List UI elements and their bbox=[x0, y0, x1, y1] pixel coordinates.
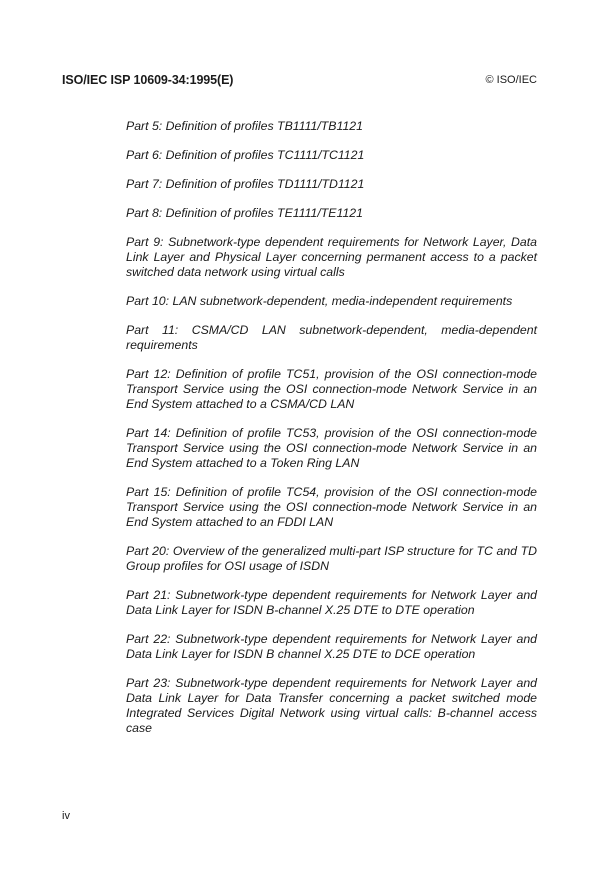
part-entry: Part 8: Definition of profiles TE1111/TE1121 bbox=[126, 206, 363, 220]
page-header bbox=[62, 73, 537, 89]
part-entry: Part 22: Subnetwork-type dependent requirements for Network Layer and Data Link Layer for ISDN B channel X.25 DTE to DCE operation bbox=[126, 632, 537, 661]
parts-list bbox=[126, 119, 537, 750]
part-entry: Part 10: LAN subnetwork-dependent, media-independent requirements bbox=[126, 294, 513, 308]
part-entry: Part 9: Subnetwork-type dependent requirements for Network Layer, Data Link Layer and Physical Layer concerning permanent access to a packet switched data network using virtual calls bbox=[126, 235, 537, 279]
part-entry: Part 6: Definition of profiles TC1111/TC1121 bbox=[126, 148, 365, 162]
part-entry: Part 14: Definition of profile TC53, provision of the OSI connection-mode Transport Service using the OSI connection-mode Network Service in an End System attached to a Token Ring LAN bbox=[126, 426, 537, 470]
part-entry: Part 15: Definition of profile TC54, provision of the OSI connection-mode Transport Service using the OSI connection-mode Network Service in an End System attached to an FDDI LAN bbox=[126, 485, 537, 529]
part-entry: Part 5: Definition of profiles TB1111/TB1121 bbox=[126, 119, 363, 133]
part-entry: Part 20: Overview of the generalized multi-part ISP structure for TC and TD Group profiles for OSI usage of ISDN bbox=[126, 544, 537, 573]
part-entry: Part 21: Subnetwork-type dependent requirements for Network Layer and Data Link Layer for ISDN B-channel X.25 DTE to DTE operation bbox=[126, 588, 537, 617]
part-entry: Part 23: Subnetwork-type dependent requirements for Network Layer and Data Link Layer for Data Transfer concerning a packet switched mode Integrated Services Digital Network using virtual calls: B-channel access case bbox=[126, 676, 537, 735]
document-id: ISO/IEC ISP 10609-34:1995(E) bbox=[62, 73, 234, 87]
part-entry: Part 7: Definition of profiles TD1111/TD1121 bbox=[126, 177, 365, 191]
page-number: iv bbox=[62, 810, 70, 822]
copyright-notice: © ISO/IEC bbox=[485, 74, 537, 86]
part-entry: Part 11: CSMA/CD LAN subnetwork-dependent, media-dependent requirements bbox=[126, 323, 537, 352]
part-entry: Part 12: Definition of profile TC51, provision of the OSI connection-mode Transport Service using the OSI connection-mode Network Service in an End System attached to a CSMA/CD LAN bbox=[126, 367, 537, 411]
